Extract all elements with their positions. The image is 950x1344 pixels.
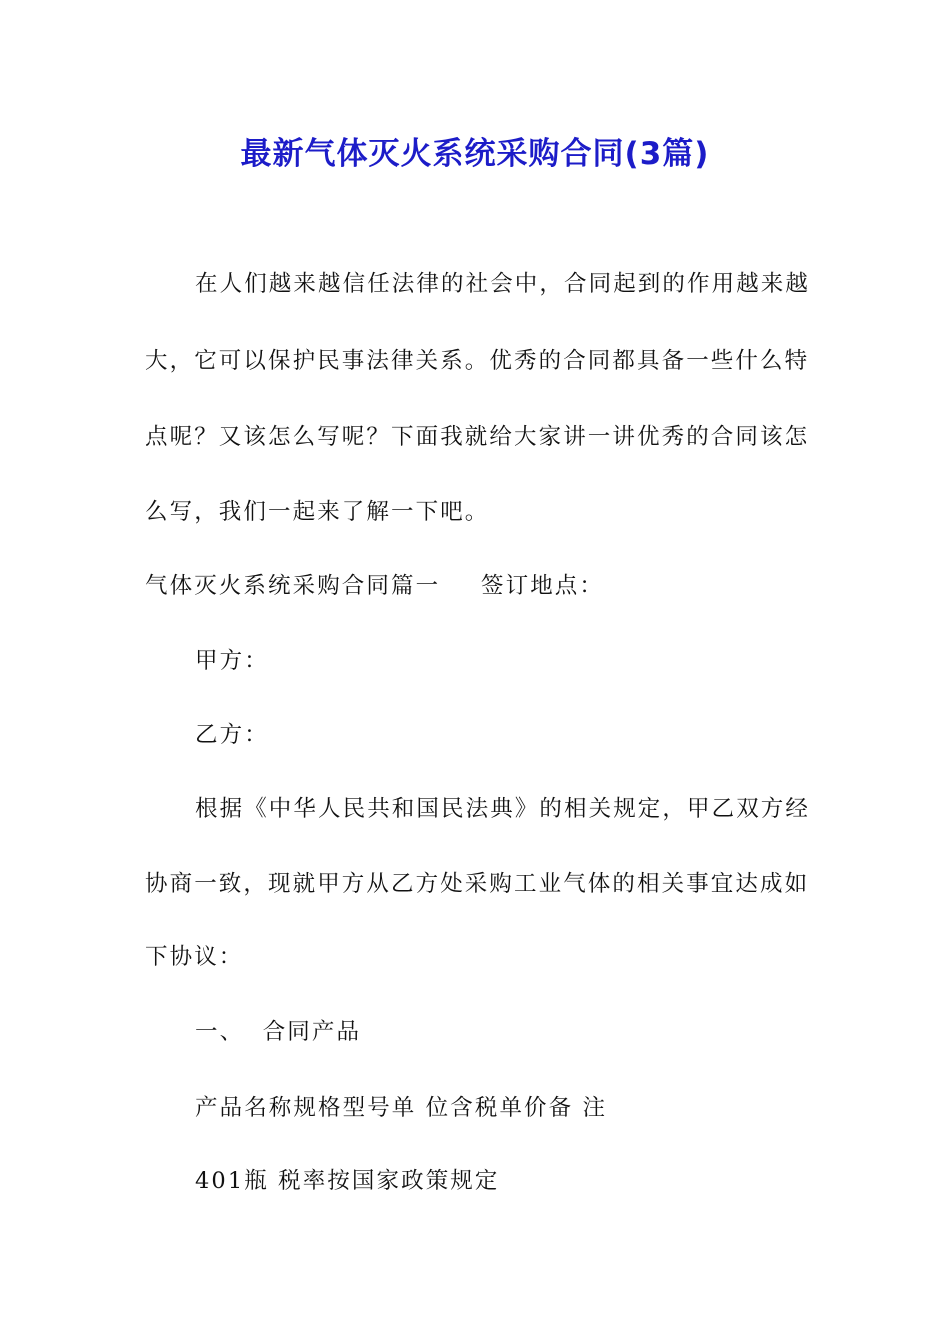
intro-line-3: 点呢？又该怎么写呢？下面我就给大家讲一讲优秀的合同该怎 — [145, 424, 810, 450]
intro-line-1: 在人们越来越信任法律的社会中，合同起到的作用越来越 — [195, 271, 811, 297]
agreement-line-2: 协商一致，现就甲方从乙方处采购工业气体的相关事宜达成如 — [145, 871, 810, 897]
sign-place-label: 签订地点： — [481, 573, 605, 599]
document-title: 最新气体灭火系统采购合同(3篇) — [240, 136, 710, 172]
intro-line-4: 么写，我们一起来了解一下吧。 — [145, 499, 490, 525]
product-table-row: 401瓶 税率按国家政策规定 — [195, 1168, 500, 1194]
agreement-line-1: 根据《中华人民共和国民法典》的相关规定，甲乙双方经 — [195, 796, 811, 822]
clause-one-heading: 一、 合同产品 — [195, 1019, 362, 1045]
intro-line-2: 大，它可以保护民事法律关系。优秀的合同都具备一些什么特 — [145, 348, 810, 374]
section-heading: 气体灭火系统采购合同篇一 — [145, 573, 441, 599]
party-a-label: 甲方： — [195, 648, 269, 674]
product-table-header: 产品名称规格型号单 位含税单价备 注 — [195, 1095, 608, 1121]
agreement-line-3: 下协议： — [145, 944, 244, 970]
party-b-label: 乙方： — [195, 722, 269, 748]
